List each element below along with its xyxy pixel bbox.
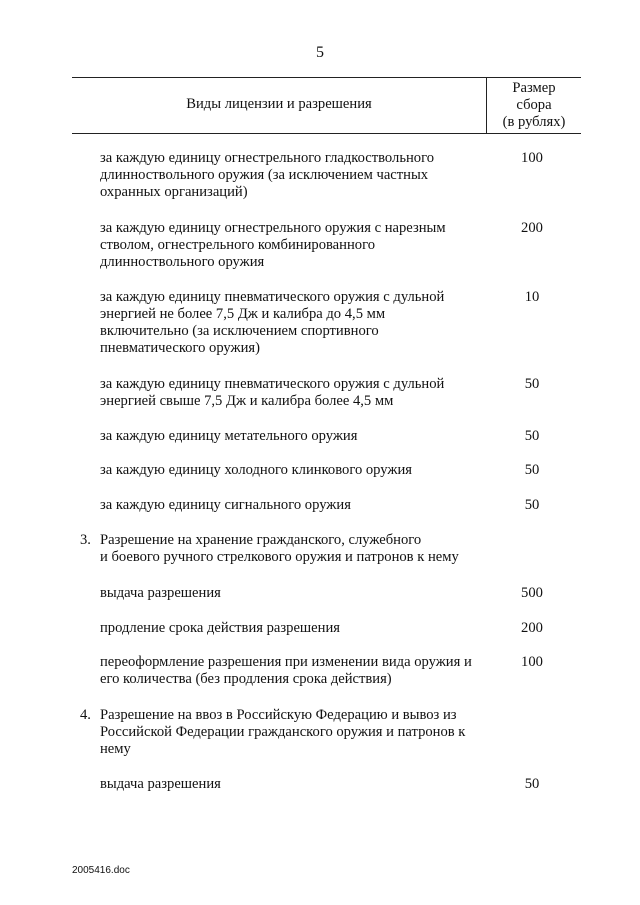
document-filename: 2005416.doc — [72, 865, 130, 876]
row-description: за каждую единицу метательного оружия — [100, 428, 358, 444]
header-fee-line: (в рублях) — [502, 114, 566, 130]
row-description: продление срока действия разрешения — [100, 620, 340, 636]
row-description: за каждую единицу огнестрельного оружия с нарезным стволом, огнестрельного комбинированного длинноствольного оружия — [100, 220, 446, 270]
row-description: за каждую единицу пневматического оружия с дульной энергией не более 7,5 Дж и калибра до 4,5 мм включительно (за исключением спортивного пневматического оружия) — [100, 289, 445, 356]
row-description: за каждую единицу огнестрельного гладкоствольного длинноствольного оружия (за исключением частных охранных организаций) — [100, 150, 434, 200]
section-heading: Разрешение на ввоз в Российскую Федерацию и вывоз из Российской Федерации гражданского оружия и патронов к нему — [100, 707, 466, 757]
row-description: переоформление разрешения при изменении вида оружия и его количества (без продления срока действия) — [100, 654, 472, 687]
header-fee-amount — [487, 80, 581, 131]
row-fee: 10 — [524, 289, 540, 305]
row-fee: 50 — [524, 776, 540, 792]
table-header-bottom-rule — [72, 133, 581, 134]
row-fee: 100 — [521, 150, 543, 166]
row-fee: 50 — [524, 497, 540, 513]
row-fee: 50 — [524, 428, 540, 444]
row-fee: 500 — [521, 585, 543, 601]
row-fee: 50 — [524, 462, 540, 478]
page-number: 5 — [316, 44, 324, 61]
header-license-type: Виды лицензии и разрешения — [186, 96, 372, 112]
row-description: за каждую единицу сигнального оружия — [100, 497, 351, 513]
table-top-rule — [72, 77, 581, 78]
header-fee-line: Размер — [512, 80, 556, 96]
row-description: выдача разрешения — [100, 585, 221, 601]
row-description: выдача разрешения — [100, 776, 221, 792]
row-fee: 100 — [521, 654, 543, 670]
row-fee: 200 — [521, 220, 543, 236]
header-fee-line: сбора — [516, 97, 552, 113]
section-number: 4. — [80, 707, 91, 723]
row-description: за каждую единицу пневматического оружия с дульной энергией свыше 7,5 Дж и калибра более 4,5 мм — [100, 376, 445, 409]
section-number: 3. — [80, 532, 91, 548]
row-description: за каждую единицу холодного клинкового оружия — [100, 462, 412, 478]
row-fee: 50 — [524, 376, 540, 392]
row-fee: 200 — [521, 620, 543, 636]
section-heading: Разрешение на хранение гражданского, служебного и боевого ручного стрелкового оружия и патронов к нему — [100, 532, 459, 565]
